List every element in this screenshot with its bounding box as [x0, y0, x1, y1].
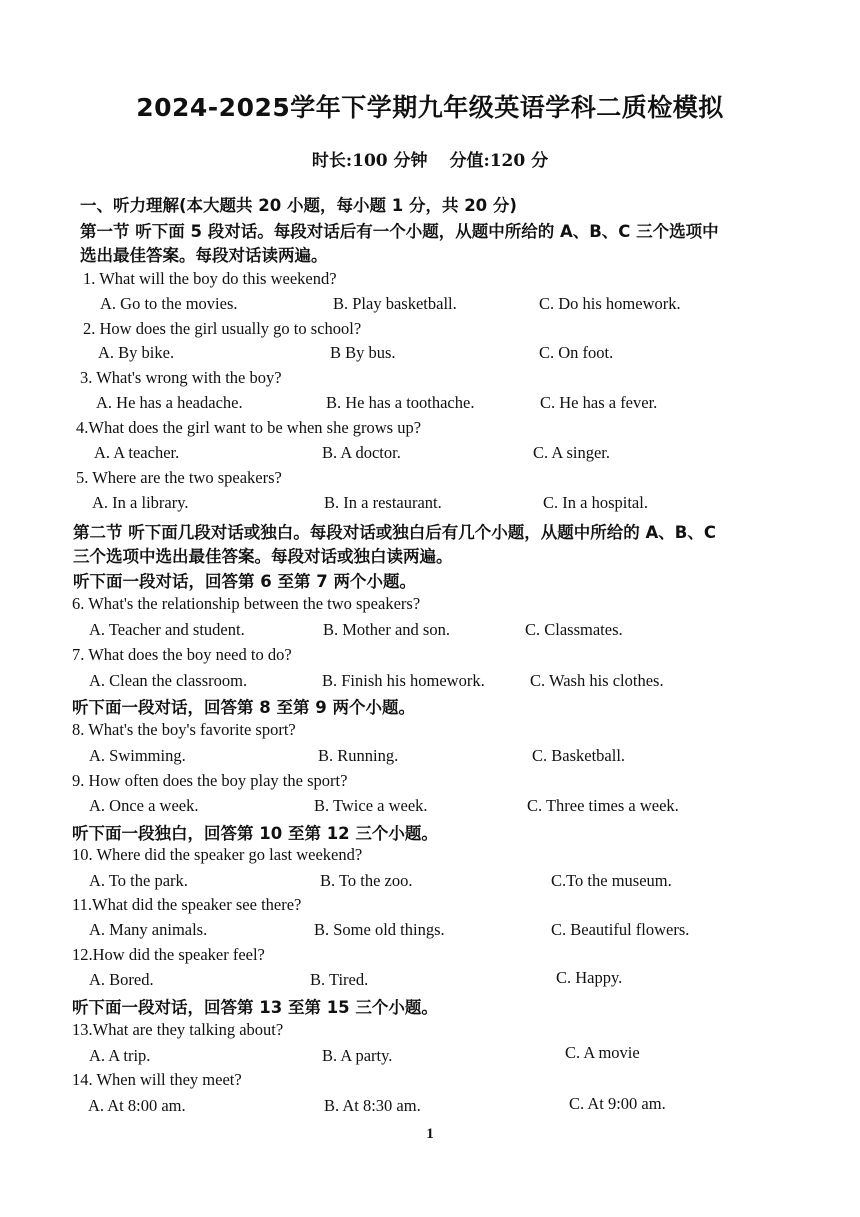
option-10a: A. To the park. [89, 871, 188, 890]
option-3c: C. He has a fever. [540, 393, 658, 412]
option-2c: C. On foot. [539, 343, 614, 362]
option-3b: B. He has a toothache. [326, 393, 475, 412]
part-heading: 一、听力理解(本大题共 20 小题，每小题 1 分，共 20 分) [80, 196, 517, 215]
exam-duration: 时长:100 分钟 [311, 151, 428, 171]
question-6: 6. What's the relationship between the two speakers? [72, 594, 421, 613]
question-12: 12.How did the speaker feel? [72, 945, 265, 964]
option-13b: B. A party. [322, 1046, 393, 1065]
question-2: 2. How does the girl usually go to school? [83, 319, 362, 338]
section2-instruction-1: 第二节 听下面几段对话或独白。每段对话或独白后有几个小题，从题中所给的 A、B、C [73, 523, 716, 542]
option-1c: C. Do his homework. [539, 294, 681, 313]
option-11b: B. Some old things. [314, 920, 445, 939]
option-14c: C. At 9:00 am. [569, 1094, 666, 1113]
option-1a: A. Go to the movies. [100, 294, 238, 313]
section2-instruction-2: 三个选项中选出最佳答案。每段对话或独白读两遍。 [73, 547, 453, 566]
question-13: 13.What are they talking about? [72, 1020, 284, 1039]
option-13a: A. A trip. [89, 1046, 151, 1065]
option-4c: C. A singer. [533, 443, 611, 462]
option-6c: C. Classmates. [525, 620, 623, 639]
page-title: 2024-2025学年下学期九年级英语学科二质检模拟 [136, 93, 724, 122]
option-7c: C. Wash his clothes. [530, 671, 664, 690]
option-14a: A. At 8:00 am. [88, 1096, 186, 1115]
option-5b: B. In a restaurant. [324, 493, 442, 512]
option-7b: B. Finish his homework. [322, 671, 485, 690]
question-4: 4.What does the girl want to be when she grows up? [76, 418, 422, 437]
option-7a: A. Clean the classroom. [89, 671, 248, 690]
option-5a: A. In a library. [92, 493, 189, 512]
question-5: 5. Where are the two speakers? [76, 468, 282, 487]
section1-instruction-1: 第一节 听下面 5 段对话。每段对话后有一个小题，从题中所给的 A、B、C 三个选项中 [80, 222, 719, 241]
question-10: 10. Where did the speaker go last weekend? [72, 845, 363, 864]
option-12c: C. Happy. [556, 968, 623, 987]
option-12b: B. Tired. [310, 970, 369, 989]
group-instruction-10-12: 听下面一段独白，回答第 10 至第 12 三个小题。 [72, 824, 438, 843]
option-2b: B By bus. [330, 343, 396, 362]
question-7: 7. What does the boy need to do? [72, 645, 292, 664]
group-instruction-6-7: 听下面一段对话，回答第 6 至第 7 两个小题。 [73, 572, 416, 591]
group-instruction-13-15: 听下面一段对话，回答第 13 至第 15 三个小题。 [72, 998, 438, 1017]
question-11: 11.What did the speaker see there? [72, 895, 302, 914]
option-4a: A. A teacher. [94, 443, 180, 462]
option-10c: C.To the museum. [551, 871, 672, 890]
exam-info [0, 146, 860, 171]
option-6a: A. Teacher and student. [89, 620, 245, 639]
section1-instruction-2: 选出最佳答案。每段对话读两遍。 [80, 246, 328, 265]
option-9b: B. Twice a week. [314, 796, 428, 815]
exam-score: 分值:120 分 [449, 151, 549, 171]
option-5c: C. In a hospital. [543, 493, 648, 512]
option-11c: C. Beautiful flowers. [551, 920, 690, 939]
group-instruction-8-9: 听下面一段对话，回答第 8 至第 9 两个小题。 [72, 698, 415, 717]
question-3: 3. What's wrong with the boy? [80, 368, 282, 387]
option-11a: A. Many animals. [89, 920, 208, 939]
option-12a: A. Bored. [89, 970, 154, 989]
option-13c: C. A movie [565, 1043, 640, 1062]
option-4b: B. A doctor. [322, 443, 401, 462]
option-1b: B. Play basketball. [333, 294, 457, 313]
question-9: 9. How often does the boy play the sport? [72, 771, 348, 790]
question-14: 14. When will they meet? [72, 1070, 242, 1089]
option-8c: C. Basketball. [532, 746, 626, 765]
question-1: 1. What will the boy do this weekend? [83, 269, 337, 288]
question-8: 8. What's the boy's favorite sport? [72, 720, 296, 739]
option-8a: A. Swimming. [89, 746, 186, 765]
option-14b: B. At 8:30 am. [324, 1096, 421, 1115]
option-6b: B. Mother and son. [323, 620, 450, 639]
option-9a: A. Once a week. [89, 796, 199, 815]
page-number: 1 [426, 1126, 434, 1142]
option-9c: C. Three times a week. [527, 796, 679, 815]
option-2a: A. By bike. [98, 343, 175, 362]
option-8b: B. Running. [318, 746, 399, 765]
option-10b: B. To the zoo. [320, 871, 413, 890]
option-3a: A. He has a headache. [96, 393, 243, 412]
